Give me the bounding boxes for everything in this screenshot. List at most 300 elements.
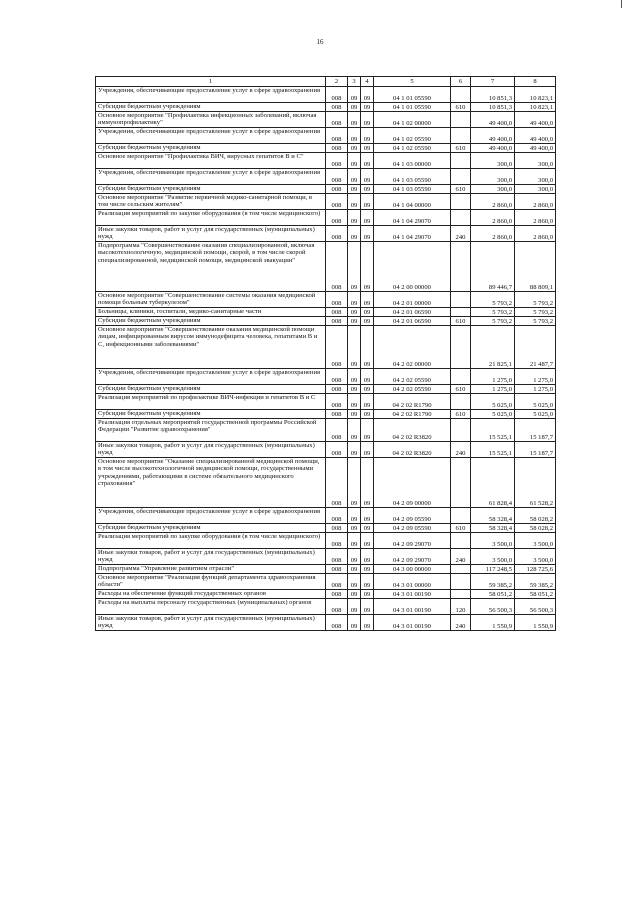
row-name-cell: Учреждения, обеспечивающие предоставление услуг в сфере здравоохранения — [96, 508, 326, 524]
gr-code-cell: 008 — [326, 194, 348, 210]
vr-code-cell: 610 — [451, 410, 471, 419]
amount-cell-year1: 49 400,0 — [471, 144, 515, 153]
vr-code-cell — [451, 292, 471, 308]
rz-code-cell: 09 — [348, 326, 361, 369]
gr-code-cell: 008 — [326, 442, 348, 458]
cs-code-cell: 04 2 02 05590 — [374, 385, 451, 394]
vr-code-cell — [451, 87, 471, 103]
cs-code-cell: 04 1 04 29070 — [374, 210, 451, 226]
table-row — [96, 242, 556, 292]
pr-code-cell: 09 — [361, 590, 374, 599]
amount-cell-year1: 10 851,3 — [471, 103, 515, 112]
rz-code-cell: 09 — [348, 599, 361, 615]
vr-code-cell — [451, 112, 471, 128]
amount-cell-year2: 59 385,2 — [515, 574, 556, 590]
cs-code-cell: 04 2 09 05590 — [374, 524, 451, 533]
vr-code-cell: 240 — [451, 226, 471, 242]
table-row — [96, 524, 556, 533]
pr-code-cell: 09 — [361, 153, 374, 169]
gr-code-cell: 008 — [326, 574, 348, 590]
vr-code-cell — [451, 574, 471, 590]
vr-code-cell — [451, 458, 471, 508]
amount-cell-year2: 128 725,6 — [515, 565, 556, 574]
rz-code-cell: 09 — [348, 292, 361, 308]
gr-code-cell: 008 — [326, 508, 348, 524]
amount-cell-year1: 10 851,3 — [471, 87, 515, 103]
amount-cell-year1: 300,0 — [471, 185, 515, 194]
vr-code-cell — [451, 565, 471, 574]
vr-code-cell: 610 — [451, 103, 471, 112]
table-row — [96, 317, 556, 326]
row-name-cell: Иные закупки товаров, работ и услуг для государственных (муниципальных) нужд — [96, 442, 326, 458]
gr-code-cell: 008 — [326, 410, 348, 419]
amount-cell-year1: 5 025,0 — [471, 410, 515, 419]
gr-code-cell: 008 — [326, 394, 348, 410]
pr-code-cell: 09 — [361, 394, 374, 410]
vr-code-cell — [451, 369, 471, 385]
amount-cell-year1: 89 446,7 — [471, 242, 515, 292]
vr-code-cell — [451, 128, 471, 144]
rz-code-cell: 09 — [348, 574, 361, 590]
amount-cell-year2: 2 860,0 — [515, 210, 556, 226]
cs-code-cell: 04 2 00 00000 — [374, 242, 451, 292]
table-row — [96, 153, 556, 169]
cs-code-cell: 04 2 01 06590 — [374, 308, 451, 317]
amount-cell-year2: 49 400,0 — [515, 144, 556, 153]
row-name-cell: Реализация мероприятий по закупке оборудования (в том числе медицинского) — [96, 210, 326, 226]
row-name-cell: Субсидии бюджетным учреждениям — [96, 185, 326, 194]
table-row — [96, 533, 556, 549]
vr-code-cell: 610 — [451, 144, 471, 153]
amount-cell-year1: 1 275,0 — [471, 385, 515, 394]
row-name-cell: Иные закупки товаров, работ и услуг для государственных (муниципальных) нужд — [96, 615, 326, 631]
vr-code-cell: 240 — [451, 615, 471, 631]
amount-cell-year2: 58 051,2 — [515, 590, 556, 599]
vr-code-cell — [451, 419, 471, 442]
table-row — [96, 112, 556, 128]
table-row — [96, 574, 556, 590]
amount-cell-year1: 2 860,0 — [471, 226, 515, 242]
table-row — [96, 442, 556, 458]
gr-code-cell: 008 — [326, 565, 348, 574]
cs-code-cell: 04 2 09 00000 — [374, 458, 451, 508]
pr-code-cell: 09 — [361, 185, 374, 194]
amount-cell-year1: 61 828,4 — [471, 458, 515, 508]
rz-code-cell: 09 — [348, 103, 361, 112]
row-name-cell: Иные закупки товаров, работ и услуг для государственных (муниципальных) нужд — [96, 226, 326, 242]
amount-cell-year2: 1 550,9 — [515, 615, 556, 631]
cs-code-cell: 04 2 09 05590 — [374, 508, 451, 524]
vr-code-cell: 240 — [451, 442, 471, 458]
row-name-cell: Реализация отдельных мероприятий государственной программы Российской Федерации "Развитие здравоохранения" — [96, 419, 326, 442]
table-row — [96, 169, 556, 185]
rz-code-cell: 09 — [348, 615, 361, 631]
gr-code-cell: 008 — [326, 226, 348, 242]
amount-cell-year2: 56 500,3 — [515, 599, 556, 615]
gr-code-cell: 008 — [326, 153, 348, 169]
gr-code-cell: 008 — [326, 524, 348, 533]
amount-cell-year2: 300,0 — [515, 153, 556, 169]
row-name-cell: Больницы, клиники, госпитали, медико-санитарные части — [96, 308, 326, 317]
vr-code-cell — [451, 210, 471, 226]
cs-code-cell: 04 1 01 05590 — [374, 103, 451, 112]
table-row — [96, 419, 556, 442]
pr-code-cell: 09 — [361, 549, 374, 565]
rz-code-cell: 09 — [348, 533, 361, 549]
vr-code-cell — [451, 508, 471, 524]
table-row — [96, 615, 556, 631]
amount-cell-year2: 5 025,0 — [515, 394, 556, 410]
amount-cell-year1: 1 275,0 — [471, 369, 515, 385]
pr-code-cell: 09 — [361, 385, 374, 394]
rz-code-cell: 09 — [348, 169, 361, 185]
gr-code-cell: 008 — [326, 128, 348, 144]
row-name-cell: Основное мероприятие "Профилактика ВИЧ, вирусных гепатитов В и С" — [96, 153, 326, 169]
vr-code-cell — [451, 533, 471, 549]
vr-code-cell — [451, 394, 471, 410]
cs-code-cell: 04 2 02 R1790 — [374, 410, 451, 419]
amount-cell-year2: 2 860,0 — [515, 194, 556, 210]
amount-cell-year1: 49 400,0 — [471, 128, 515, 144]
pr-code-cell: 09 — [361, 326, 374, 369]
gr-code-cell: 008 — [326, 599, 348, 615]
row-name-cell: Расходы на обеспечение функций государственных органов — [96, 590, 326, 599]
amount-cell-year1: 58 328,4 — [471, 524, 515, 533]
gr-code-cell: 008 — [326, 112, 348, 128]
scan-edge-mark — [621, 0, 622, 8]
cs-code-cell: 04 1 03 05590 — [374, 185, 451, 194]
amount-cell-year2: 10 823,1 — [515, 87, 556, 103]
table-row — [96, 226, 556, 242]
row-name-cell: Основное мероприятие "Профилактика инфекционных заболеваний, включая иммунопрофилактику" — [96, 112, 326, 128]
cs-code-cell: 04 2 01 06590 — [374, 317, 451, 326]
amount-cell-year1: 58 051,2 — [471, 590, 515, 599]
pr-code-cell: 09 — [361, 226, 374, 242]
amount-cell-year2: 15 187,7 — [515, 442, 556, 458]
page-number: 16 — [316, 38, 324, 46]
vr-code-cell: 610 — [451, 385, 471, 394]
table-row — [96, 308, 556, 317]
rz-code-cell: 09 — [348, 458, 361, 508]
pr-code-cell: 09 — [361, 112, 374, 128]
rz-code-cell: 09 — [348, 144, 361, 153]
table-row — [96, 508, 556, 524]
table-row — [96, 128, 556, 144]
amount-cell-year2: 88 809,1 — [515, 242, 556, 292]
pr-code-cell: 09 — [361, 210, 374, 226]
vr-code-cell: 610 — [451, 317, 471, 326]
cs-code-cell: 04 2 09 29070 — [374, 533, 451, 549]
row-name-cell: Подпрограмма "Управление развитием отрасли" — [96, 565, 326, 574]
amount-cell-year1: 2 860,0 — [471, 194, 515, 210]
gr-code-cell: 008 — [326, 369, 348, 385]
table-row — [96, 326, 556, 369]
amount-cell-year1: 300,0 — [471, 153, 515, 169]
gr-code-cell: 008 — [326, 185, 348, 194]
amount-cell-year1: 59 385,2 — [471, 574, 515, 590]
amount-cell-year2: 2 860,0 — [515, 226, 556, 242]
pr-code-cell: 09 — [361, 533, 374, 549]
gr-code-cell: 008 — [326, 103, 348, 112]
cs-code-cell: 04 3 01 00190 — [374, 615, 451, 631]
pr-code-cell: 09 — [361, 242, 374, 292]
table-row — [96, 210, 556, 226]
table-row — [96, 590, 556, 599]
gr-code-cell: 008 — [326, 326, 348, 369]
vr-code-cell — [451, 153, 471, 169]
table-row — [96, 185, 556, 194]
pr-code-cell: 09 — [361, 574, 374, 590]
amount-cell-year2: 49 400,0 — [515, 112, 556, 128]
table-row — [96, 549, 556, 565]
amount-cell-year1: 117 248,5 — [471, 565, 515, 574]
cs-code-cell: 04 2 01 00000 — [374, 292, 451, 308]
vr-code-cell: 610 — [451, 524, 471, 533]
row-name-cell: Субсидии бюджетным учреждениям — [96, 317, 326, 326]
gr-code-cell: 008 — [326, 549, 348, 565]
amount-cell-year1: 56 500,3 — [471, 599, 515, 615]
rz-code-cell: 09 — [348, 153, 361, 169]
table-header-row — [96, 77, 556, 87]
amount-cell-year1: 21 825,1 — [471, 326, 515, 369]
pr-code-cell: 09 — [361, 194, 374, 210]
cs-code-cell: 04 2 02 00000 — [374, 326, 451, 369]
amount-cell-year2: 58 028,2 — [515, 524, 556, 533]
table-row — [96, 87, 556, 103]
rz-code-cell: 09 — [348, 394, 361, 410]
cs-code-cell: 04 1 02 05590 — [374, 128, 451, 144]
rz-code-cell: 09 — [348, 185, 361, 194]
row-name-cell: Реализация мероприятий по закупке оборудования (в том числе медицинского) — [96, 533, 326, 549]
amount-cell-year2: 300,0 — [515, 169, 556, 185]
cs-code-cell: 04 2 09 29070 — [374, 549, 451, 565]
row-name-cell: Учреждения, обеспечивающие предоставление услуг в сфере здравоохранения — [96, 169, 326, 185]
gr-code-cell: 008 — [326, 419, 348, 442]
rz-code-cell: 09 — [348, 410, 361, 419]
header-cell: 5 — [374, 77, 451, 87]
row-name-cell: Основное мероприятие "Совершенствование оказания медицинской помощи лицам, инфицированным вирусом иммунодефицита человека, гепатитами В и С, инфекционными заболеваниями" — [96, 326, 326, 369]
table-row — [96, 394, 556, 410]
gr-code-cell: 008 — [326, 317, 348, 326]
amount-cell-year1: 58 328,4 — [471, 508, 515, 524]
gr-code-cell: 008 — [326, 385, 348, 394]
table-row — [96, 565, 556, 574]
amount-cell-year1: 3 500,0 — [471, 533, 515, 549]
amount-cell-year2: 1 275,0 — [515, 369, 556, 385]
amount-cell-year2: 15 187,7 — [515, 419, 556, 442]
row-name-cell: Подпрограмма "Совершенствование оказания специализированной, включая высокотехнологичную, медицинской помощи, скорой, в том числе скорой специализированной, медицинской помощи, медицинской эвакуации" — [96, 242, 326, 292]
cs-code-cell: 04 1 02 00000 — [374, 112, 451, 128]
rz-code-cell: 09 — [348, 508, 361, 524]
cs-code-cell: 04 1 01 05590 — [374, 87, 451, 103]
amount-cell-year1: 49 400,0 — [471, 112, 515, 128]
amount-cell-year2: 300,0 — [515, 185, 556, 194]
rz-code-cell: 09 — [348, 87, 361, 103]
rz-code-cell: 09 — [348, 419, 361, 442]
pr-code-cell: 09 — [361, 144, 374, 153]
amount-cell-year2: 58 028,2 — [515, 508, 556, 524]
amount-cell-year2: 5 793,2 — [515, 308, 556, 317]
pr-code-cell: 09 — [361, 169, 374, 185]
amount-cell-year1: 5 793,2 — [471, 292, 515, 308]
cs-code-cell: 04 2 02 R3820 — [374, 442, 451, 458]
vr-code-cell: 610 — [451, 185, 471, 194]
vr-code-cell: 120 — [451, 599, 471, 615]
rz-code-cell: 09 — [348, 317, 361, 326]
vr-code-cell — [451, 326, 471, 369]
rz-code-cell: 09 — [348, 590, 361, 599]
cs-code-cell: 04 2 02 R1790 — [374, 394, 451, 410]
pr-code-cell: 09 — [361, 317, 374, 326]
header-cell: 4 — [361, 77, 374, 87]
amount-cell-year1: 5 793,2 — [471, 317, 515, 326]
amount-cell-year2: 49 400,0 — [515, 128, 556, 144]
row-name-cell: Субсидии бюджетным учреждениям — [96, 410, 326, 419]
header-cell: 7 — [471, 77, 515, 87]
vr-code-cell — [451, 590, 471, 599]
rz-code-cell: 09 — [348, 210, 361, 226]
amount-cell-year2: 5 025,0 — [515, 410, 556, 419]
table-row — [96, 144, 556, 153]
row-name-cell: Субсидии бюджетным учреждениям — [96, 385, 326, 394]
table-row — [96, 369, 556, 385]
row-name-cell: Основное мероприятие "Оказание специализированной медицинской помощи, в том числе высокотехнологичной медицинской помощи, государственными учреждениями, работающими в системе обязательного медицинского страхования" — [96, 458, 326, 508]
table-row — [96, 292, 556, 308]
row-name-cell: Основное мероприятие "Развитие первичной медико-санитарной помощи, в том числе сельским жителям" — [96, 194, 326, 210]
pr-code-cell: 09 — [361, 103, 374, 112]
rz-code-cell: 09 — [348, 308, 361, 317]
header-cell: 1 — [96, 77, 326, 87]
pr-code-cell: 09 — [361, 308, 374, 317]
row-name-cell: Иные закупки товаров, работ и услуг для государственных (муниципальных) нужд — [96, 549, 326, 565]
pr-code-cell: 09 — [361, 128, 374, 144]
pr-code-cell: 09 — [361, 87, 374, 103]
cs-code-cell: 04 3 00 00000 — [374, 565, 451, 574]
pr-code-cell: 09 — [361, 524, 374, 533]
rz-code-cell: 09 — [348, 369, 361, 385]
cs-code-cell: 04 1 03 00000 — [374, 153, 451, 169]
amount-cell-year2: 5 793,2 — [515, 317, 556, 326]
table-row — [96, 410, 556, 419]
vr-code-cell — [451, 242, 471, 292]
rz-code-cell: 09 — [348, 194, 361, 210]
row-name-cell: Расходы на выплаты персоналу государственных (муниципальных) органов — [96, 599, 326, 615]
amount-cell-year2: 5 793,2 — [515, 292, 556, 308]
row-name-cell: Учреждения, обеспечивающие предоставление услуг в сфере здравоохранения — [96, 369, 326, 385]
pr-code-cell: 09 — [361, 615, 374, 631]
vr-code-cell — [451, 308, 471, 317]
amount-cell-year2: 10 823,1 — [515, 103, 556, 112]
gr-code-cell: 008 — [326, 292, 348, 308]
amount-cell-year2: 61 528,2 — [515, 458, 556, 508]
rz-code-cell: 09 — [348, 524, 361, 533]
gr-code-cell: 008 — [326, 590, 348, 599]
amount-cell-year2: 1 275,0 — [515, 385, 556, 394]
amount-cell-year1: 2 860,0 — [471, 210, 515, 226]
gr-code-cell: 008 — [326, 308, 348, 317]
header-cell: 3 — [348, 77, 361, 87]
gr-code-cell: 008 — [326, 458, 348, 508]
cs-code-cell: 04 3 01 00190 — [374, 599, 451, 615]
cs-code-cell: 04 2 02 05590 — [374, 369, 451, 385]
header-cell: 8 — [515, 77, 556, 87]
pr-code-cell: 09 — [361, 458, 374, 508]
amount-cell-year2: 3 500,0 — [515, 549, 556, 565]
gr-code-cell: 008 — [326, 242, 348, 292]
rz-code-cell: 09 — [348, 128, 361, 144]
rz-code-cell: 09 — [348, 442, 361, 458]
pr-code-cell: 09 — [361, 419, 374, 442]
amount-cell-year1: 300,0 — [471, 169, 515, 185]
amount-cell-year2: 3 500,0 — [515, 533, 556, 549]
budget-table-body — [96, 77, 556, 631]
row-name-cell: Реализация мероприятий по профилактике ВИЧ-инфекции и гепатитов В и С — [96, 394, 326, 410]
table-row — [96, 385, 556, 394]
amount-cell-year1: 15 525,1 — [471, 419, 515, 442]
cs-code-cell: 04 3 01 00190 — [374, 590, 451, 599]
row-name-cell: Учреждения, обеспечивающие предоставление услуг в сфере здравоохранения — [96, 87, 326, 103]
header-cell: 6 — [451, 77, 471, 87]
gr-code-cell: 008 — [326, 169, 348, 185]
table-row — [96, 194, 556, 210]
gr-code-cell: 008 — [326, 615, 348, 631]
row-name-cell: Субсидии бюджетным учреждениям — [96, 103, 326, 112]
vr-code-cell — [451, 169, 471, 185]
gr-code-cell: 008 — [326, 144, 348, 153]
cs-code-cell: 04 1 03 05590 — [374, 169, 451, 185]
pr-code-cell: 09 — [361, 565, 374, 574]
row-name-cell: Субсидии бюджетным учреждениям — [96, 144, 326, 153]
rz-code-cell: 09 — [348, 549, 361, 565]
rz-code-cell: 09 — [348, 385, 361, 394]
amount-cell-year1: 1 550,9 — [471, 615, 515, 631]
pr-code-cell: 09 — [361, 292, 374, 308]
cs-code-cell: 04 2 02 R3820 — [374, 419, 451, 442]
cs-code-cell: 04 1 02 05590 — [374, 144, 451, 153]
amount-cell-year2: 21 487,7 — [515, 326, 556, 369]
amount-cell-year1: 3 500,0 — [471, 549, 515, 565]
gr-code-cell: 008 — [326, 533, 348, 549]
pr-code-cell: 09 — [361, 410, 374, 419]
vr-code-cell: 240 — [451, 549, 471, 565]
cs-code-cell: 04 1 04 29070 — [374, 226, 451, 242]
pr-code-cell: 09 — [361, 599, 374, 615]
table-row — [96, 103, 556, 112]
amount-cell-year1: 15 525,1 — [471, 442, 515, 458]
pr-code-cell: 09 — [361, 369, 374, 385]
pr-code-cell: 09 — [361, 508, 374, 524]
rz-code-cell: 09 — [348, 565, 361, 574]
amount-cell-year1: 5 025,0 — [471, 394, 515, 410]
rz-code-cell: 09 — [348, 226, 361, 242]
row-name-cell: Основное мероприятие "Совершенствование системы оказания медицинской помощи больным туберкулезом" — [96, 292, 326, 308]
row-name-cell: Основное мероприятие "Реализация функций департамента здравоохранения области" — [96, 574, 326, 590]
amount-cell-year1: 5 793,2 — [471, 308, 515, 317]
cs-code-cell: 04 1 04 00000 — [374, 194, 451, 210]
vr-code-cell — [451, 194, 471, 210]
table-row — [96, 599, 556, 615]
rz-code-cell: 09 — [348, 242, 361, 292]
pr-code-cell: 09 — [361, 442, 374, 458]
budget-table — [95, 76, 556, 631]
cs-code-cell: 04 3 01 00000 — [374, 574, 451, 590]
table-row — [96, 458, 556, 508]
row-name-cell: Учреждения, обеспечивающие предоставление услуг в сфере здравоохранения — [96, 128, 326, 144]
row-name-cell: Субсидии бюджетным учреждениям — [96, 524, 326, 533]
gr-code-cell: 008 — [326, 87, 348, 103]
header-cell: 2 — [326, 77, 348, 87]
rz-code-cell: 09 — [348, 112, 361, 128]
